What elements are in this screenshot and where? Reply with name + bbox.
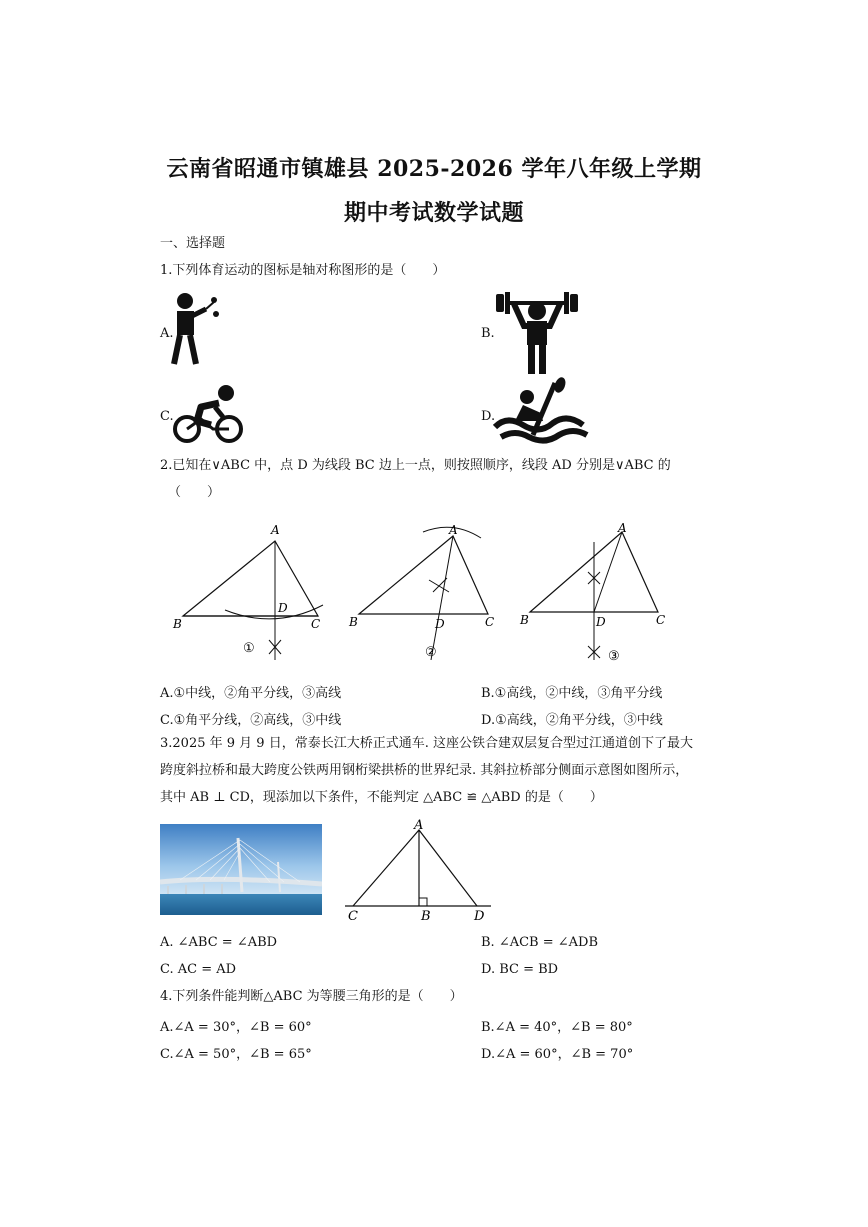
f3-label-c: C xyxy=(656,613,666,627)
q2-option-a: A.①中线，②角平分线，③高线 xyxy=(160,686,342,701)
q1-option-a-label: A. xyxy=(160,326,174,341)
f3-label-b: B xyxy=(520,613,529,627)
q1-stem: 1.下列体育运动的图标是轴对称图形的是（ ） xyxy=(160,263,446,278)
f3-label-num: ③ xyxy=(608,649,620,664)
q3-stem-line1: 3.2025 年 9 月 9 日，常泰长江大桥正式通车. 这座公铁合建双层复合型过江通道创下了最大 xyxy=(160,736,693,751)
f1-label-a: A xyxy=(271,523,280,537)
f1-label-c: C xyxy=(311,617,321,631)
q3-label-d: D xyxy=(474,909,485,922)
q3-stem-line2: 跨度斜拉桥和最大跨度公铁两用钢桁梁拱桥的世界纪录. 其斜拉桥部分侧面示意图如图所示， xyxy=(160,763,689,778)
q2-figure-3 xyxy=(516,520,676,665)
weightlifter-icon xyxy=(494,288,580,376)
q3-label-b: B xyxy=(421,909,431,922)
q2-option-c: C.①角平分线，②高线，③中线 xyxy=(160,713,342,728)
q2-figure-2 xyxy=(345,520,505,660)
q3-option-c: C. AC = AD xyxy=(160,962,237,977)
exam-title-line2: 期中考试数学试题 xyxy=(343,200,524,226)
f2-label-d: D xyxy=(435,617,445,631)
q3-option-a: A. ∠ABC = ∠ABD xyxy=(160,935,278,950)
q3-label-c: C xyxy=(348,909,358,922)
q3-label-a: A xyxy=(414,818,424,833)
kayaker-icon xyxy=(493,377,589,447)
cyclist-icon xyxy=(171,383,245,445)
q3-triangle-figure xyxy=(345,816,495,922)
q2-stem: 2.已知在∨ABC 中，点 D 为线段 BC 边上一点，则按照顺序，线段 AD 分别是∨ABC 的 xyxy=(160,458,671,473)
q4-option-b: B.∠A = 40°，∠B = 80° xyxy=(481,1020,633,1035)
f2-label-c: C xyxy=(485,615,495,629)
f1-label-num: ① xyxy=(243,641,255,656)
section-heading: 一、选择题 xyxy=(160,236,226,251)
f3-label-a: A xyxy=(618,521,627,535)
q4-option-a: A.∠A = 30°，∠B = 60° xyxy=(160,1020,312,1035)
q3-option-b: B. ∠ACB = ∠ADB xyxy=(481,935,599,950)
q2-option-b: B.①高线，②中线，③角平分线 xyxy=(481,686,663,701)
f2-label-b: B xyxy=(349,615,358,629)
q1-option-b-label: B. xyxy=(481,326,495,341)
q4-option-d: D.∠A = 60°，∠B = 70° xyxy=(481,1047,634,1062)
f3-label-d: D xyxy=(596,615,606,629)
exam-title-line1: 云南省昭通市镇雄县 2025-2026 学年八年级上学期 xyxy=(166,156,702,182)
q2-stem-bracket: （ ） xyxy=(168,485,221,500)
q4-stem: 4.下列条件能判断△ABC 为等腰三角形的是（ ） xyxy=(160,989,463,1004)
f2-label-num: ② xyxy=(425,645,437,660)
f2-label-a: A xyxy=(449,523,458,537)
q2-figure-1 xyxy=(165,520,335,660)
q1-option-d-label: D. xyxy=(481,409,496,424)
f1-label-d: D xyxy=(278,601,288,615)
q1-option-c-label: C. xyxy=(160,409,174,424)
badminton-player-icon xyxy=(168,292,224,368)
q4-option-c: C.∠A = 50°，∠B = 65° xyxy=(160,1047,312,1062)
bridge-photo xyxy=(160,824,322,915)
f1-label-b: B xyxy=(173,617,182,631)
q2-option-d: D.①高线，②角平分线，③中线 xyxy=(481,713,663,728)
q3-option-d: D. BC = BD xyxy=(481,962,559,977)
q3-stem-line3: 其中 AB ⊥ CD，现添加以下条件，不能判定 △ABC ≌ △ABD 的是（ ） xyxy=(160,790,603,805)
